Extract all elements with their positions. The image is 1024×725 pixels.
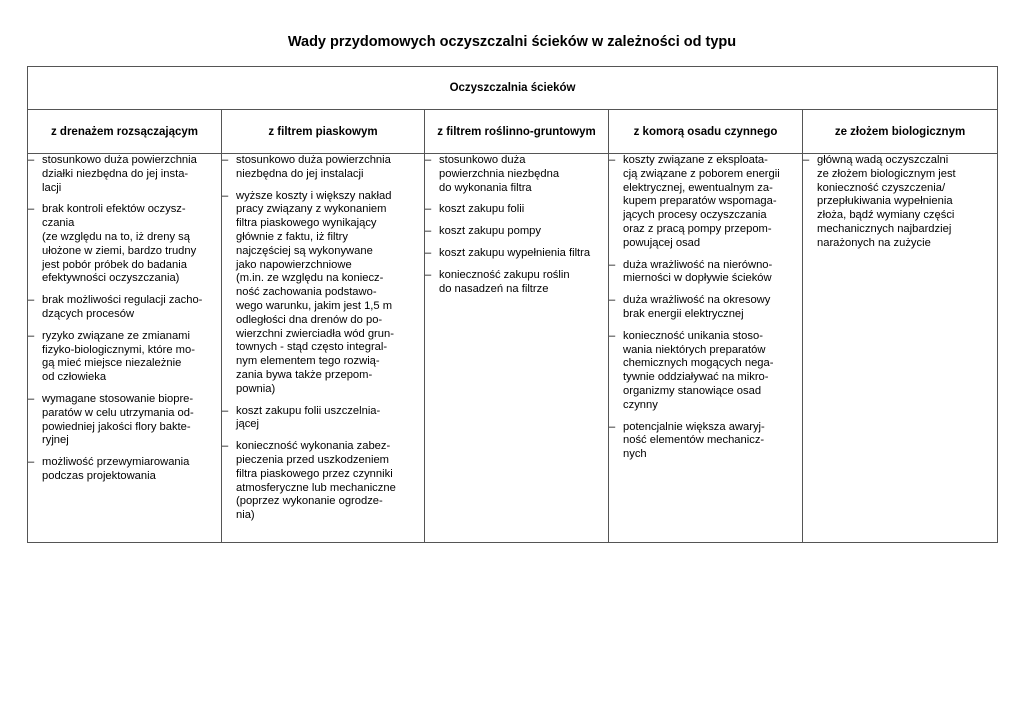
column-cell-filtr-piaskowy bbox=[222, 154, 425, 543]
list-item bbox=[803, 154, 997, 251]
list-item bbox=[609, 259, 802, 287]
content-row bbox=[28, 154, 998, 543]
list-item-text: główną wadą oczyszczalni ze złożem biologicznym jest konieczność czyszczenia/ przepłukiwania wypełnienia złoża, bądź wymiany części mechanicznych najbardziej narażonych na zużycie bbox=[817, 154, 956, 249]
list-item bbox=[28, 294, 221, 322]
list-item bbox=[222, 190, 424, 397]
list-item-text: koszty związane z eksploata- cją związane z poborem energii elektrycznej, ewentualnym za- kupem preparatów wspomaga- jących procesy oczyszczania oraz z pracą pompy przepom- powującej osad bbox=[623, 154, 780, 249]
column-cell-zloze-biologiczne bbox=[803, 154, 998, 543]
list-item bbox=[609, 330, 802, 413]
document-title: Wady przydomowych oczyszczalni ścieków w zależności od typu bbox=[287, 34, 737, 50]
list-item-text: możliwość przewymiarowania podczas projektowania bbox=[42, 456, 190, 482]
disadvantage-list bbox=[222, 154, 424, 523]
list-item-text: duża wrażliwość na nierówno- mierności w dopływie ścieków bbox=[623, 258, 773, 285]
comparison-table bbox=[27, 66, 998, 543]
list-item-text: ryzyko związane ze zmianami fizyko-biologicznymi, które mo- gą mieć miejsce niezależnie od człowieka bbox=[42, 329, 195, 384]
column-cell-drenaz bbox=[28, 154, 222, 543]
column-header-filtr-roslinny: z filtrem roślinno-gruntowym bbox=[425, 110, 609, 154]
list-item-text: stosunkowo duża powierzchnia działki niezbędna do jej insta- lacji bbox=[42, 154, 197, 194]
disadvantage-list bbox=[609, 154, 802, 462]
column-header-osad-czynny: z komorą osadu czynnego bbox=[609, 110, 803, 154]
list-item bbox=[28, 203, 221, 286]
list-item-text: wyższe koszty i większy nakład pracy związany z wykonaniem filtra piaskowego wynikający głównie z faktu, iż filtry najczęściej są wykonywane jako napowierzchniowe (m.in. ze względu na koniecz- ność zachowania podstawo- wego warunku, jakim jest 1,5 m odległości dna drenów do po- wierzchni zwierciadła wód grun- townych - stąd często integral- nym elementem tego rozwią- zania bywa także przepom- pownia) bbox=[236, 189, 394, 395]
list-item bbox=[222, 154, 424, 182]
list-item-text: koszt zakupu folii bbox=[439, 203, 525, 216]
list-item bbox=[28, 154, 221, 195]
column-header-zloze-biologiczne: ze złożem biologicznym bbox=[803, 110, 998, 154]
list-item bbox=[28, 393, 221, 448]
list-item-text: brak kontroli efektów oczysz- czania (ze względu na to, iż dreny są ułożone w ziemi, bardzo trudny jest pobór próbek do badania efektywności oczyszczania) bbox=[42, 203, 197, 285]
list-item bbox=[222, 405, 424, 433]
list-item-text: duża wrażliwość na okresowy brak energii elektrycznej bbox=[623, 294, 771, 320]
list-item-text: konieczność unikania stoso- wania niektórych preparatów chemicznych mogących nega- tywnie oddziaływać na mikro- organizmy stanowiące osad czynny bbox=[623, 329, 774, 411]
group-header-row bbox=[28, 67, 998, 110]
list-item-text: koszt zakupu wypełnienia filtra bbox=[439, 246, 591, 259]
list-item bbox=[609, 421, 802, 462]
column-cell-filtr-roslinny bbox=[425, 154, 609, 543]
list-item-text: stosunkowo duża powierzchnia niezbędna do wykonania filtra bbox=[439, 154, 560, 194]
disadvantage-list bbox=[803, 154, 997, 251]
group-header: Oczyszczalnia ścieków bbox=[28, 67, 998, 110]
list-item bbox=[425, 203, 608, 217]
disadvantage-list bbox=[425, 154, 608, 296]
list-item-text: koszt zakupu folii uszczelnia- jącej bbox=[236, 404, 381, 431]
list-item bbox=[425, 247, 608, 261]
list-item-text: brak możliwości regulacji zacho- dzących procesów bbox=[42, 294, 203, 320]
list-item bbox=[609, 154, 802, 251]
list-item bbox=[609, 294, 802, 322]
list-item-text: wymagane stosowanie biopre- paratów w celu utrzymania od- powiedniej jakości flory bakte- ryjnej bbox=[42, 392, 194, 447]
column-header-drenaz: z drenażem rozsączającym bbox=[28, 110, 222, 154]
list-item bbox=[28, 456, 221, 484]
column-header-filtr-piaskowy: z filtrem piaskowym bbox=[222, 110, 425, 154]
list-item-text: stosunkowo duża powierzchnia niezbędna do jej instalacji bbox=[236, 154, 391, 180]
list-item-text: konieczność wykonania zabez- pieczenia przed uszkodzeniem filtra piaskowego przez czynniki atmosferyczne lub mechaniczne (poprzez wykonanie ogrodze- nia) bbox=[236, 440, 396, 522]
list-item bbox=[425, 225, 608, 239]
list-item bbox=[28, 330, 221, 385]
list-item-text: potencjalnie większa awaryj- ność elementów mechanicz- nych bbox=[623, 420, 765, 461]
list-item-text: konieczność zakupu roślin do nasadzeń na filtrze bbox=[439, 268, 570, 295]
column-header-row bbox=[28, 110, 998, 154]
column-cell-osad-czynny bbox=[609, 154, 803, 543]
list-item bbox=[425, 269, 608, 297]
list-item bbox=[425, 154, 608, 195]
list-item-text: koszt zakupu pompy bbox=[439, 225, 541, 238]
list-item bbox=[222, 440, 424, 523]
disadvantage-list bbox=[28, 154, 221, 484]
